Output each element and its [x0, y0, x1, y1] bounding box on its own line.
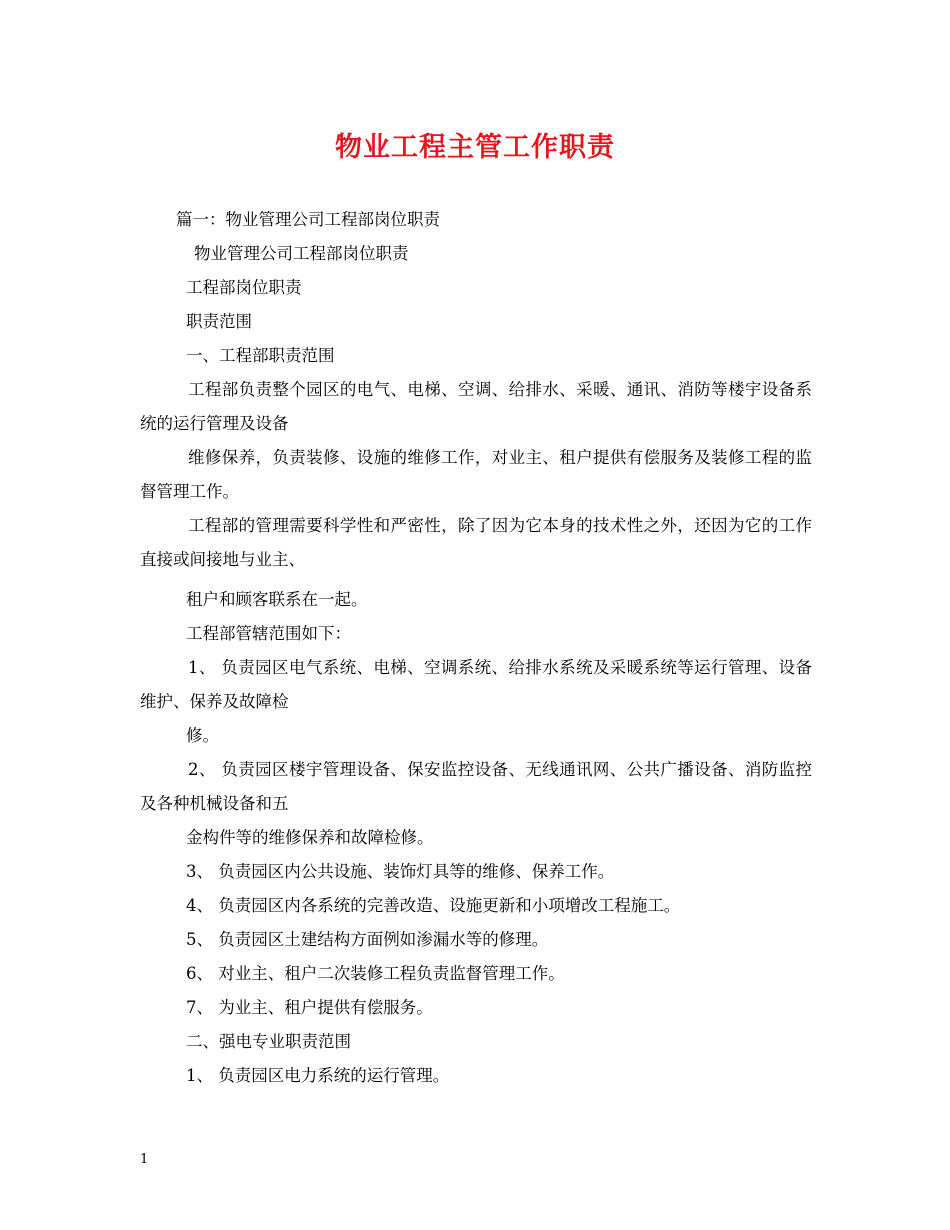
list-item: 4、 负责园区内各系统的完善改造、设施更新和小项增改工程施工。	[186, 896, 681, 915]
text-line: 工程部岗位职责	[186, 278, 302, 297]
list-item: 1、 负责园区电力系统的运行管理。	[186, 1066, 450, 1085]
text-line: 租户和顾客联系在一起。	[186, 590, 368, 609]
document-title: 物业工程主管工作职责	[335, 132, 615, 163]
list-item: 5、 负责园区土建结构方面例如渗漏水等的修理。	[186, 930, 549, 949]
text-line: 修。	[186, 726, 219, 745]
paragraph: 工程部负责整个园区的电气、电梯、空调、给排水、采暖、通讯、消防等楼宇设备系统的运行管理及设备	[140, 380, 812, 433]
list-item: 2、 负责园区楼宇管理设备、保安监控设备、无线通讯网、公共广播设备、消防监控及各种机械设备和五	[140, 760, 812, 813]
subtitle: 物业管理公司工程部岗位职责	[194, 244, 409, 263]
list-item: 6、 对业主、租户二次装修工程负责监督管理工作。	[186, 964, 565, 983]
section-heading: 二、强电专业职责范围	[186, 1032, 351, 1051]
list-item: 1、 负责园区电气系统、电梯、空调系统、给排水系统及采暖系统等运行管理、设备维护、保养及故障检	[140, 658, 812, 711]
page-number: 1	[140, 1152, 149, 1167]
list-item: 7、 为业主、租户提供有偿服务。	[186, 998, 433, 1017]
section-heading: 篇一：物业管理公司工程部岗位职责	[176, 210, 440, 229]
section-heading: 一、工程部职责范围	[186, 346, 335, 365]
text-line: 工程部管辖范围如下：	[186, 624, 351, 643]
text-line: 金构件等的维修保养和故障检修。	[186, 828, 434, 847]
paragraph: 工程部的管理需要科学性和严密性，除了因为它本身的技术性之外，还因为它的工作直接或间接地与业主、	[140, 516, 812, 569]
list-item: 3、 负责园区内公共设施、装饰灯具等的维修、保养工作。	[186, 862, 615, 881]
text-line: 职责范围	[186, 312, 252, 331]
paragraph: 维修保养，负责装修、设施的维修工作，对业主、租户提供有偿服务及装修工程的监督管理工作。	[140, 448, 812, 501]
